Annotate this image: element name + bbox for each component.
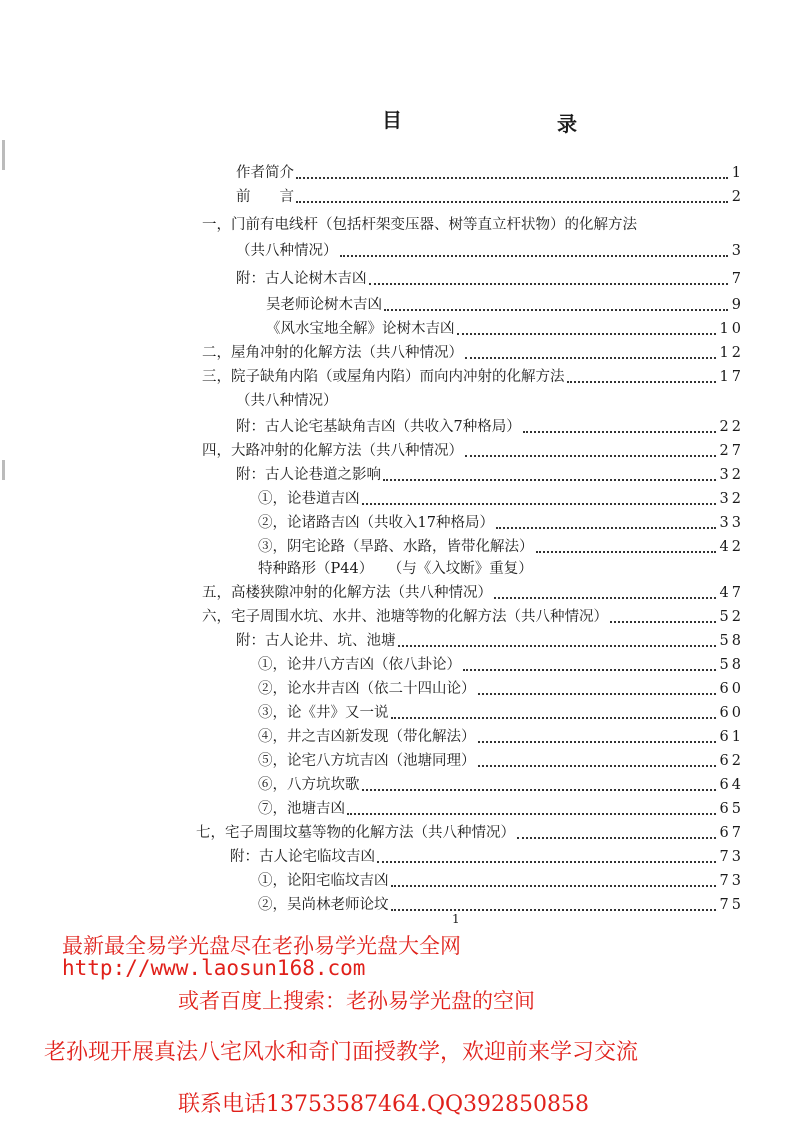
toc-entry: ①，论井八方吉凶（依八卦论） 58 bbox=[258, 657, 744, 673]
toc-entry: ④，井之吉凶新发现（带化解法） 61 bbox=[258, 729, 744, 745]
toc-entry: ③，论《井》又一说 60 bbox=[258, 705, 744, 721]
watermark-contact: 联系电话13753587464.QQ392850858 bbox=[178, 1092, 590, 1117]
toc-entry: 附：古人论树木吉凶 7 bbox=[236, 271, 744, 287]
toc-entry: 特种路形（P44） （与《入坟断》重复） bbox=[258, 561, 533, 577]
toc-entry: 五，高楼狭隙冲射的化解方法（共八种情况） 47 bbox=[202, 585, 744, 601]
toc-entry: 六，宅子周围水坑、水井、池塘等物的化解方法（共八种情况） 52 bbox=[202, 609, 744, 625]
toc-entry: ⑤，论宅八方坑吉凶（池塘同理） 62 bbox=[258, 753, 744, 769]
toc-entry: 二，屋角冲射的化解方法（共八种情况） 12 bbox=[202, 345, 744, 361]
toc-entry: （共八种情况） 3 bbox=[236, 243, 744, 259]
toc-entry: 吴老师论树木吉凶 9 bbox=[266, 297, 744, 313]
toc-entry: 作者简介 1 bbox=[236, 165, 744, 181]
toc-entry: 四，大路冲射的化解方法（共八种情况） 27 bbox=[202, 443, 744, 459]
toc-entry: 七，宅子周围坟墓等物的化解方法（共八种情况） 67 bbox=[196, 825, 744, 841]
toc-entry: 前 言 2 bbox=[236, 189, 744, 205]
toc-entry: ①，论阳宅临坟吉凶 73 bbox=[258, 873, 744, 889]
toc-entry: 附：古人论宅基缺角吉凶（共收入7种格局） 22 bbox=[236, 419, 744, 435]
toc-entry: 三，院子缺角内陷（或屋角内陷）而向内冲射的化解方法 17 bbox=[202, 369, 744, 385]
watermark-line-3: 或者百度上搜索：老孙易学光盘的空间 bbox=[178, 989, 535, 1013]
toc-entry: ⑦，池塘吉凶 65 bbox=[258, 801, 744, 817]
toc-entry: 附：古人论巷道之影响 32 bbox=[236, 467, 744, 483]
page-number: 1 bbox=[452, 912, 460, 926]
scan-edge-mark bbox=[2, 460, 5, 480]
toc-entry: 《风水宝地全解》论树木吉凶 10 bbox=[266, 321, 744, 337]
watermark-url: http://www.laosun168.com bbox=[62, 956, 366, 980]
toc-entry: 一，门前有电线杆（包括杆架变压器、树等直立杆状物）的化解方法 bbox=[202, 217, 637, 233]
toc-entry: （共八种情况） bbox=[236, 393, 338, 409]
toc-entry: ②，论水井吉凶（依二十四山论） 60 bbox=[258, 681, 744, 697]
toc-entry: ③，阴宅论路（旱路、水路，皆带化解法） 42 bbox=[258, 539, 744, 555]
scan-edge-mark bbox=[2, 140, 5, 170]
toc-entry: 附：古人论井、坑、池塘 58 bbox=[236, 633, 744, 649]
toc-entry: ⑥，八方坑坎歌 64 bbox=[258, 777, 744, 793]
toc-entry: ①，论巷道吉凶 32 bbox=[258, 491, 744, 507]
title-char-2: 录 bbox=[557, 112, 577, 136]
watermark-line-1: 最新最全易学光盘尽在老孙易学光盘大全网 bbox=[62, 934, 461, 958]
toc-entry: ②，论诸路吉凶（共收入17种格局） 33 bbox=[258, 515, 744, 531]
title-char-1: 目 bbox=[382, 108, 402, 132]
watermark-line-4: 老孙现开展真法八宅风水和奇门面授教学，欢迎前来学习交流 bbox=[44, 1040, 639, 1065]
toc-entry: ②，吴尚林老师论坟 75 bbox=[258, 897, 744, 913]
toc-entry: 附：古人论宅临坟吉凶 73 bbox=[230, 849, 744, 865]
